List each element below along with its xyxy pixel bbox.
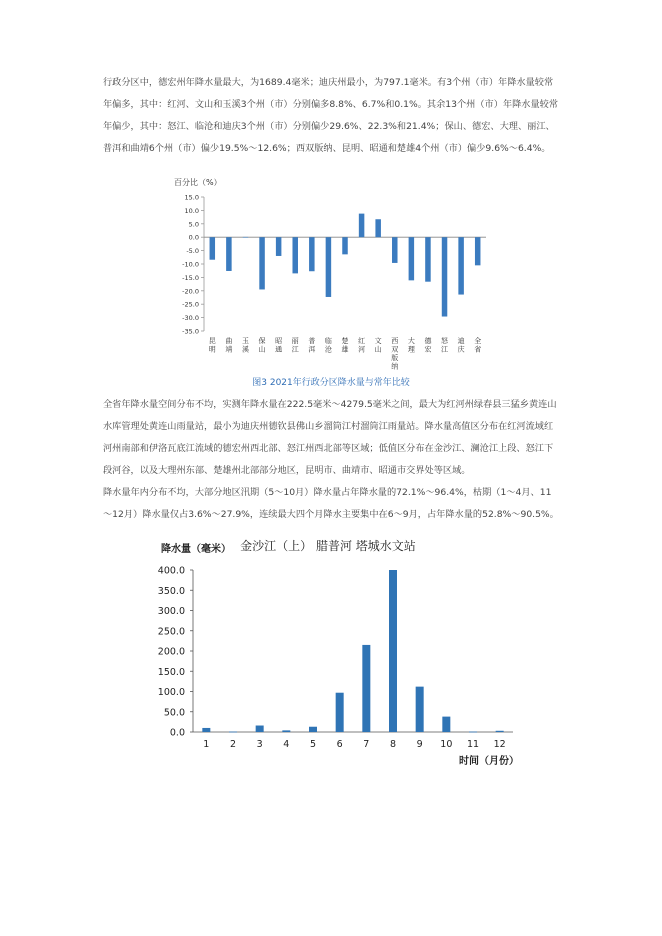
- y-tick-label: -20.0: [182, 287, 199, 296]
- y-tick-label: -10.0: [182, 260, 199, 269]
- y-tick-label: 300.0: [157, 606, 185, 617]
- bar: [243, 237, 249, 238]
- figure3-caption: 图3 2021年行政分区降水量与常年比较: [252, 378, 410, 388]
- bar: [469, 732, 477, 733]
- tacheng-station-chart: [103, 532, 523, 772]
- x-tick-label: 1: [203, 739, 210, 750]
- bar: [442, 717, 450, 732]
- x-tick-label: 怒江: [441, 337, 449, 354]
- x-tick-label: 文山: [374, 337, 382, 354]
- y-tick-label: -5.0: [186, 247, 199, 256]
- bar: [292, 237, 298, 273]
- chart-title: 金沙江（上） 腊普河 塔城水文站: [240, 539, 416, 553]
- bar: [392, 237, 398, 263]
- bar: [475, 237, 481, 265]
- x-tick-label: 6: [336, 739, 343, 750]
- x-tick-label: 9: [416, 739, 423, 750]
- x-tick-label: 玉溪: [241, 337, 249, 354]
- bar: [336, 693, 344, 732]
- x-tick-label: 10: [440, 739, 453, 750]
- bar: [259, 237, 265, 289]
- x-tick-label: 7: [363, 739, 370, 750]
- bar: [210, 237, 216, 260]
- y-tick-label: -25.0: [182, 300, 199, 309]
- x-tick-label: 曲靖: [225, 337, 233, 354]
- y-tick-label: 100.0: [157, 687, 185, 698]
- bar: [276, 237, 282, 256]
- x-tick-label: 3: [256, 739, 263, 750]
- x-tick-label: 2: [229, 739, 237, 750]
- x-tick-label: 迪庆: [457, 337, 465, 354]
- tacheng-station-chart-svg: [103, 532, 523, 772]
- y-tick-label: 10.0: [184, 206, 199, 215]
- bar: [425, 237, 431, 281]
- x-axis-label: 时间（月份）: [459, 756, 519, 767]
- regional-comparison-chart-svg: [170, 173, 492, 373]
- y-tick-label: 250.0: [157, 626, 185, 638]
- bar: [389, 570, 397, 732]
- y-tick-label: 350.0: [157, 585, 185, 597]
- x-tick-label: 4: [283, 739, 290, 750]
- x-tick-label: 保山: [258, 337, 266, 354]
- x-tick-label: 红河: [358, 337, 366, 354]
- y-axis-label: 百分比（%）: [174, 178, 222, 187]
- bar: [458, 237, 464, 294]
- bar: [226, 237, 232, 271]
- bar: [496, 731, 504, 732]
- bar: [202, 728, 210, 732]
- x-tick-label: 丽江: [291, 337, 299, 354]
- paragraph-spatial-distribution: 全省年降水量空间分布不均，实测年降水量在222.5毫米～4279.5毫米之间，最大为红河州绿春县三猛乡黄连山水库管理处黄连山雨量站，最小为迪庆州德钦县佛山乡溜筒江村溜筒江雨量站。降水量高值区分布在红河流域红河州南部和伊洛瓦底江流域的德宏州西北部、怒江州西北部等区域；低值区分布在金沙江、澜沧江上段、怒江下段河谷，以及大理州东部、楚雄州北部部分地区，昆明市、曲靖市、昭通市交界处等区域。: [103, 399, 557, 476]
- bar: [326, 237, 332, 297]
- bar: [229, 732, 237, 733]
- bar: [416, 687, 424, 732]
- bar: [362, 645, 370, 732]
- regional-comparison-chart: [170, 173, 492, 373]
- bar: [442, 237, 448, 316]
- bar: [282, 730, 290, 732]
- x-tick-label: 11: [466, 739, 480, 750]
- bar: [409, 237, 415, 280]
- y-tick-label: 0.0: [188, 233, 199, 242]
- x-tick-label: 楚雄: [341, 337, 349, 354]
- y-axis-label: 降水量（毫米）: [161, 544, 231, 555]
- y-tick-label: 50.0: [163, 707, 185, 719]
- y-tick-label: 5.0: [188, 220, 199, 229]
- bar: [309, 727, 317, 732]
- x-tick-label: 昆明: [208, 337, 216, 354]
- y-tick-label: -30.0: [182, 314, 199, 323]
- x-tick-label: 大理: [407, 337, 415, 354]
- y-tick-label: 150.0: [157, 666, 185, 678]
- x-tick-label: 5: [309, 739, 317, 750]
- bar: [342, 237, 348, 254]
- x-tick-label: 昭通: [275, 337, 283, 354]
- y-tick-label: 400.0: [157, 565, 185, 577]
- x-tick-label: 全省: [474, 337, 482, 354]
- x-tick-label: 8: [389, 739, 397, 750]
- x-tick-label: 临沧: [324, 337, 332, 354]
- x-tick-label: 西双版纳: [391, 337, 399, 371]
- x-tick-label: 12: [493, 739, 506, 750]
- paragraph-seasonal-distribution: 降水量年内分布不均，大部分地区汛期（5～10月）降水量占年降水量的72.1%～96.4%，枯期（1～4月、11～12月）降水量仅占3.6%～27.9%，连续最大四个月降水主要集中在6～9月，占年降水量的52.8%～90.5%。: [103, 487, 559, 520]
- x-tick-label: 普洱: [308, 337, 316, 354]
- bar: [309, 237, 315, 271]
- y-tick-label: -15.0: [182, 273, 199, 282]
- bar: [256, 726, 264, 732]
- paragraph-regional-precipitation: 行政分区中，德宏州年降水量最大，为1689.4毫米；迪庆州最小，为797.1毫米。有3个州（市）年降水量较常年偏多，其中：红河、文山和玉溪3个州（市）分别偏多8.8%、6.7%和0.1%。其余13个州（市）年降水量较常年偏少，其中：怒江、临沧和迪庆3个州（市）分别偏少29.6%、22.3%和21.4%；保山、德宏、大理、丽江、普洱和曲靖6个州（市）偏少19.5%～12.6%；西双版纳、昆明、昭通和楚雄4个州（市）偏少9.6%～6.4%。: [103, 77, 559, 154]
- y-tick-label: 15.0: [184, 193, 199, 202]
- bar: [359, 214, 365, 238]
- bar: [375, 219, 381, 237]
- y-tick-label: 200.0: [157, 646, 185, 658]
- x-tick-label: 德宏: [424, 337, 432, 354]
- y-tick-label: 0.0: [169, 727, 185, 739]
- y-tick-label: -35.0: [182, 327, 199, 336]
